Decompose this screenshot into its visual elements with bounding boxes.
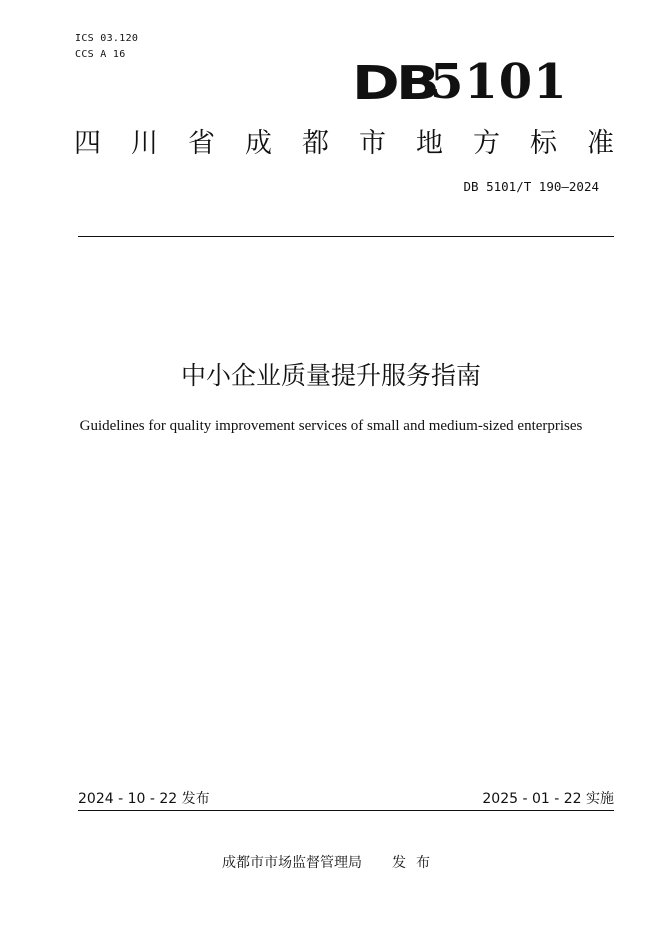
top-divider — [78, 236, 614, 237]
standard-type-char: 地 — [416, 128, 443, 159]
issuer-action: 发布 — [392, 855, 440, 871]
standard-type-heading — [74, 124, 614, 164]
db-logo — [352, 56, 602, 110]
bottom-divider — [78, 810, 614, 811]
publish-date: 2024 - 10 - 22 发布 — [78, 791, 210, 807]
standard-type-char: 省 — [188, 128, 215, 159]
db-logo-code: 5101 — [430, 54, 568, 110]
standard-type-char: 标 — [530, 128, 557, 159]
standard-type-char: 都 — [302, 128, 329, 159]
standard-type-char: 成 — [245, 128, 272, 159]
issuer-name: 成都市市场监督管理局 — [222, 855, 362, 871]
standard-number: DB 5101/T 190—2024 — [463, 179, 599, 194]
db-logo-letters: DB — [352, 56, 437, 110]
standard-type-char: 市 — [359, 128, 386, 159]
ccs-code: CCS A 16 — [75, 49, 126, 60]
standard-type-char: 四 — [74, 128, 101, 159]
issuer-line — [0, 853, 662, 873]
standard-type-char: 方 — [473, 128, 500, 159]
implement-date: 2025 - 01 - 22 实施 — [482, 791, 614, 807]
document-title-chinese: 中小企业质量提升服务指南 — [180, 361, 481, 390]
ics-code: ICS 03.120 — [75, 33, 139, 44]
standard-type-char: 准 — [587, 128, 614, 159]
standard-type-char: 川 — [131, 128, 158, 159]
document-title-english: Guidelines for quality improvement services of small and medium-sized enterprises — [79, 418, 583, 434]
